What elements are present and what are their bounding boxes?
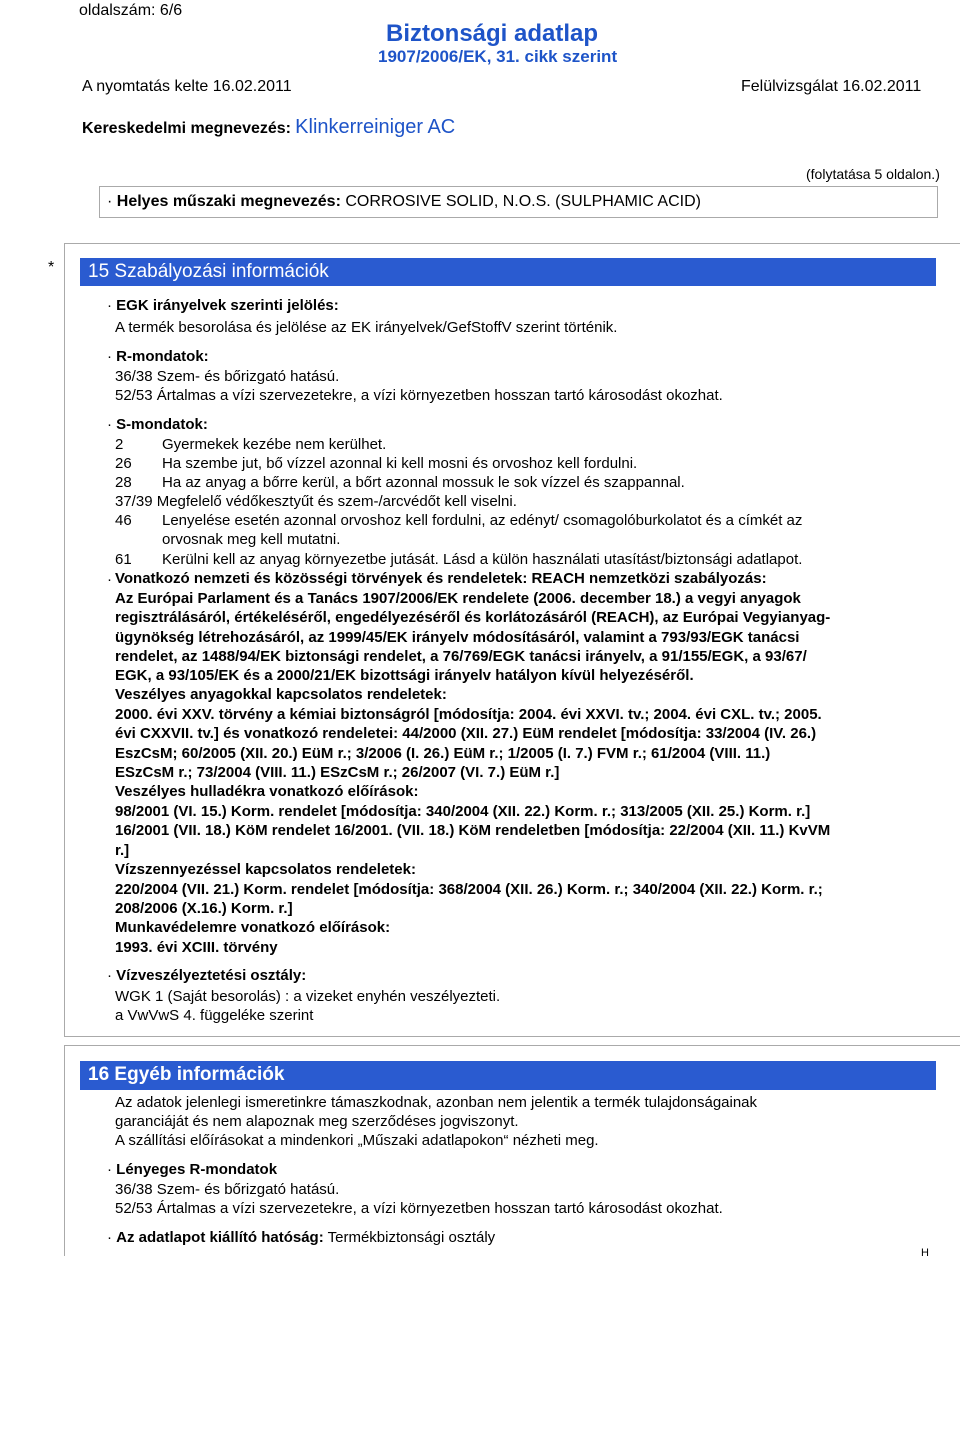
- reg-line: regisztrálásáról, értékeléséről, engedélyezéséről és korlátozásáról (REACH), az Európai Vegyianyag-: [115, 609, 831, 626]
- relevant-r-label: Lényeges R-mondatok: [116, 1161, 278, 1178]
- s-label-row: · S-mondatok:: [107, 416, 208, 433]
- s-phrase-4: 37/39 Megfelelő védőkesztyűt és szem-/arcvédőt kell viselni.: [115, 493, 517, 510]
- s-phrase-2: 26 Ha szembe jut, bő vízzel azonnal ki kell mosni és orvoshoz kell fordulni.: [115, 455, 638, 472]
- r-phrase-2: 52/53 Ártalmas a vízi szervezetekre, a vízi környezetben hosszan tartó károsodást okozhat.: [115, 387, 723, 404]
- wgk-label-row: · Vízveszélyeztetési osztály:: [107, 967, 307, 984]
- technical-name: CORROSIVE SOLID, N.O.S. (SULPHAMIC ACID): [345, 193, 701, 210]
- ek-label-row: · EGK irányelvek szerinti jelölés:: [107, 297, 339, 314]
- reg-line: Veszélyes hulladékra vonatkozó előírások:: [115, 783, 419, 800]
- technical-name-row: · Helyes műszaki megnevezés: CORROSIVE SOLID, N.O.S. (SULPHAMIC ACID): [107, 193, 701, 210]
- reg-line: 2000. évi XXV. törvény a kémiai biztonságról [módosítja: 2004. évi XXVI. tv.; 2004. évi CXL. tv.; 2005.: [115, 706, 822, 723]
- print-date: A nyomtatás kelte 16.02.2011: [82, 78, 292, 95]
- r-label: R-mondatok:: [116, 348, 209, 365]
- reg-bullet: ·: [107, 571, 112, 588]
- reg-line: 16/2001 (VII. 18.) KöM rendelet 16/2001. (VII. 18.) KöM rendeletben [módosítja: 22/2004 (XII. 11.) KvVM: [115, 822, 831, 839]
- issuer-row: · Az adatlapot kiállító hatóság: Termékbiztonsági osztály: [107, 1229, 496, 1246]
- relevant-r-2: 52/53 Ártalmas a vízi szervezetekre, a vízi környezetben hosszan tartó károsodást okozhat.: [115, 1200, 723, 1217]
- document-title: Biztonsági adatlap: [386, 20, 599, 47]
- s-phrase-5-cont: orvosnak meg kell mutatni.: [162, 531, 341, 548]
- reg-line: 220/2004 (VII. 21.) Korm. rendelet [módosítja: 368/2004 (XII. 26.) Korm. r.; 340/2004 (XII. 22.) Korm. r.;: [115, 881, 823, 898]
- reg-line: évi CXXVII. tv.] és vonatkozó rendeletei: 44/2000 (XII. 27.) EüM rendelet [módosítja: 33/2004 (IV. 26.): [115, 725, 817, 742]
- info-text-1: Az adatok jelenlegi ismeretinkre támaszkodnak, azonban nem jelentik a termék tulajdonságainak: [115, 1094, 758, 1111]
- continued-note: (folytatása 5 oldalon.): [806, 166, 940, 182]
- ek-label: EGK irányelvek szerinti jelölés:: [116, 297, 339, 314]
- section15-header: [80, 258, 936, 286]
- s-phrase-1: 2 Gyermekek kezébe nem kerülhet.: [115, 436, 387, 453]
- reg-line: Munkavédelemre vonatkozó előírások:: [115, 919, 391, 936]
- trade-name-label: Kereskedelmi megnevezés:: [82, 120, 291, 137]
- section16-title: 16 Egyéb információk: [88, 1064, 285, 1085]
- s-phrase-5: 46 Lenyelése esetén azonnal orvoshoz kell fordulni, az edényt/ csomagolóburkolatot és a címkét az: [115, 512, 803, 529]
- info-text-3: A szállítási előírásokat a mindenkori „Műszaki adatlapokon“ nézheti meg.: [115, 1132, 599, 1149]
- reg-line: ügynökség létrehozásáról, az 1999/45/EK irányelv módosításáról, valamint a 793/93/EGK tanácsi: [115, 629, 800, 646]
- wgk-text-2: a VwVwS 4. függeléke szerint: [115, 1007, 314, 1024]
- s-phrase-6: 61 Kerülni kell az anyag környezetbe jutását. Lásd a külön használati utasítást/biztonsági adatlapot.: [115, 551, 803, 568]
- reg-line: EszCsM; 60/2005 (XII. 20.) EüM r.; 3/2006 (I. 26.) EüM r.; 1/2005 (I. 7.) FVM r.; 61/2004 (VIII. 11.): [115, 745, 771, 762]
- trade-name-row: [82, 116, 455, 139]
- footer-mark: H: [921, 1247, 929, 1259]
- relevant-r-label-row: · Lényeges R-mondatok: [107, 1161, 278, 1178]
- reg-line: r.]: [115, 842, 130, 859]
- trade-name: Klinkerreiniger AC: [295, 116, 456, 138]
- section16-header: [80, 1061, 936, 1090]
- revision-date: Felülvizsgálat 16.02.2011: [741, 78, 922, 95]
- technical-name-label: Helyes műszaki megnevezés:: [116, 193, 341, 210]
- reg-line: Veszélyes anyagokkal kapcsolatos rendeletek:: [115, 686, 447, 703]
- ek-text: A termék besorolása és jelölése az EK irányelvek/GefStoffV szerint történik.: [115, 319, 618, 336]
- reg-line: rendelet, az 1488/94/EK biztonsági rendelet, a 76/769/EGK tanácsi irányelv, a 91/155/EGK, a 93/67/: [115, 648, 807, 665]
- relevant-r-1: 36/38 Szem- és bőrizgató hatású.: [115, 1181, 340, 1198]
- wgk-label: Vízveszélyeztetési osztály:: [116, 967, 307, 984]
- reg-line: ESzCsM r.; 73/2004 (VIII. 11.) ESzCsM r.; 26/2007 (VI. 7.) EüM r.]: [115, 764, 560, 781]
- r-label-row: · R-mondatok:: [107, 348, 209, 365]
- document-subtitle: 1907/2006/EK, 31. cikk szerint: [378, 47, 618, 66]
- reg-line: 98/2001 (VI. 15.) Korm. rendelet [módosítja: 340/2004 (XII. 22.) Korm. r.; 313/2005 (XII. 25.) Korm. r.]: [115, 803, 811, 820]
- change-marker: *: [48, 259, 55, 276]
- reg-line: 1993. évi XCIII. törvény: [115, 939, 278, 956]
- info-text-2: garanciáját és nem alapoznak meg szerződéses jogviszonyt.: [115, 1113, 519, 1130]
- issuer-label: Az adatlapot kiállító hatóság:: [116, 1229, 324, 1246]
- wgk-text-1: WGK 1 (Saját besorolás) : a vizeket enyhén veszélyezteti.: [115, 988, 501, 1005]
- issuer: Termékbiztonsági osztály: [327, 1229, 496, 1246]
- page-number: oldalszám: 6/6: [79, 2, 183, 19]
- r-phrase-1: 36/38 Szem- és bőrizgató hatású.: [115, 368, 340, 385]
- reg-line: Az Európai Parlament és a Tanács 1907/2006/EK rendelete (2006. december 18.) a vegyi anyagok: [115, 590, 801, 607]
- reg-line: Vízszennyezéssel kapcsolatos rendeletek:: [115, 861, 416, 878]
- s-label: S-mondatok:: [116, 416, 208, 433]
- reg-line: 208/2006 (X.16.) Korm. r.]: [115, 900, 293, 917]
- reg-line: Vonatkozó nemzeti és közösségi törvények és rendeletek: REACH nemzetközi szabályozás:: [115, 570, 767, 587]
- s-phrase-3: 28 Ha az anyag a bőrre kerül, a bőrt azonnal mossuk le sok vízzel és szappannal.: [115, 474, 685, 491]
- section15-title: 15 Szabályozási információk: [88, 261, 329, 282]
- reg-line: EGK, a 93/105/EK és a 2000/21/EK bizottsági irányelv hatályon kívül helyezéséről.: [115, 667, 694, 684]
